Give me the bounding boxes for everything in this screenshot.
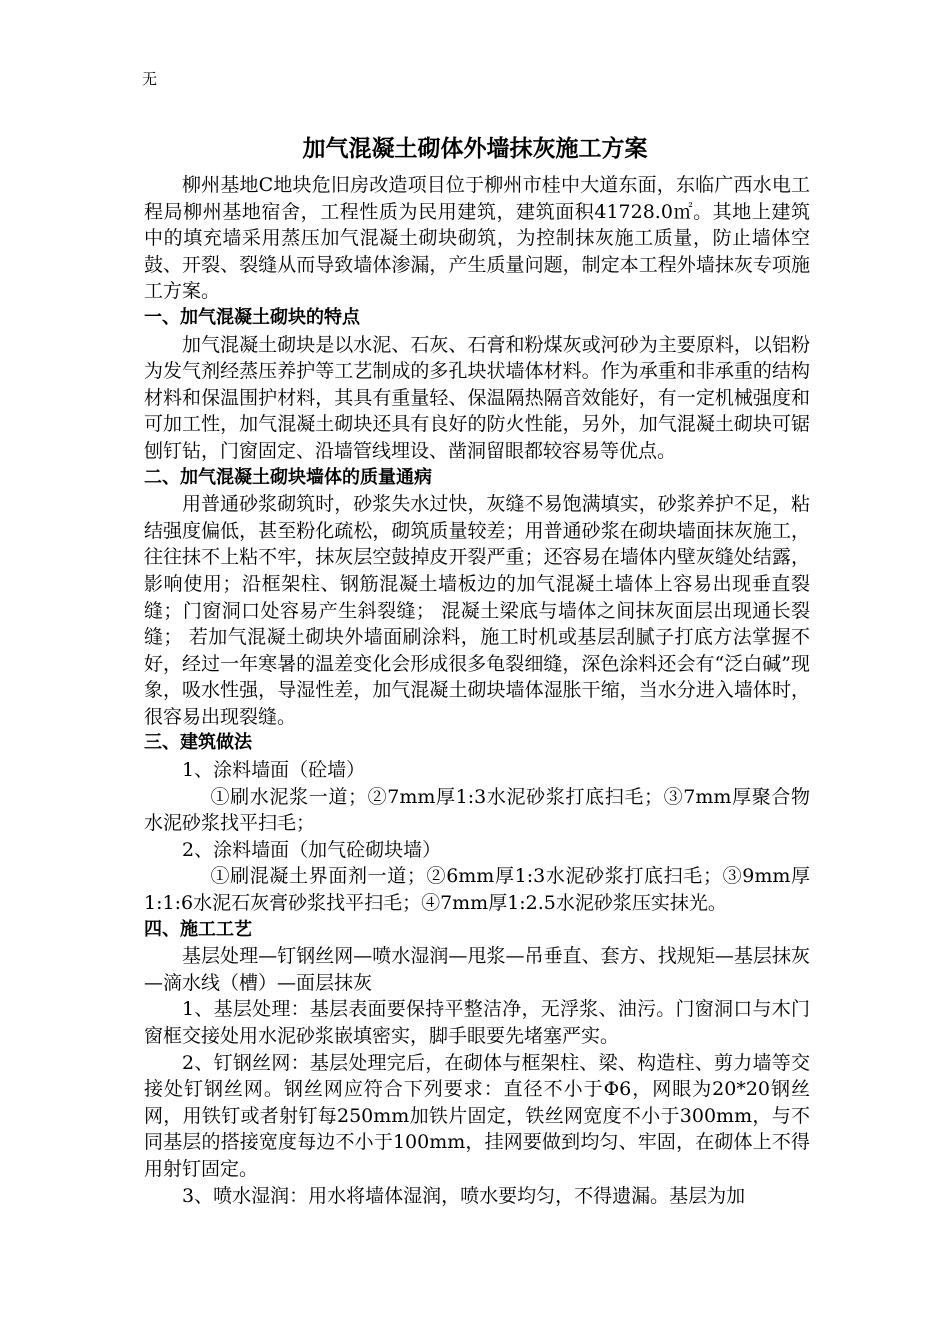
section-4-paragraph-3: 3、喷水湿润：用水将墙体湿润，喷水要均匀，不得遗漏。基层为加 [182,1184,746,1207]
section-3-item-2-title: 2、涂料墙面（加气砼砌块墙） [182,838,442,861]
document-title: 加气混凝土砌体外墙抹灰施工方案 [302,136,648,162]
section-2-text: 用普通砂浆砌筑时，砂浆失水过快，灰缝不易饱满填实，砂浆养护不足，粘结强度偏低，甚至粉化疏松，砌筑质量较差；用普通砂浆在砌块墙面抹灰施工，往往抹不上粘不牢，抹灰层空鼓掉皮开裂严重；还容易在墙体内壁灰缝处结露，影响使用；沿框架柱、钢筋混凝土墙板边的加气混凝土墙体上容易出现垂直裂缝；门窗洞口处容易产生斜裂缝； 混凝土梁底与墙体之间抹灰面层出现通长裂缝； 若加气混凝土砌块外墙面刷涂料，施工时机或基层刮腻子打底方法掌握不好，经过一年寒暑的温差变化会形成很多龟裂细缝，深色涂料还会有“泛白碱”现象，吸水性强，导湿性差，加气混凝土砌块墙体湿胀干缩，当水分进入墙体时，很容易出现裂缝。 [144,493,810,728]
section-3-item-1-text: ①刷水泥浆一道；②7mm厚1:3水泥砂浆打底扫毛；③7mm厚聚合物水泥砂浆找平扫毛； [144,785,810,835]
section-4-flow: 基层处理—钉钢丝网—喷水湿润—甩浆—吊垂直、套方、找规矩—基层抹灰—滴水线（槽）—面层抹灰 [144,945,810,994]
section-3-item-1-title: 1、涂料墙面（砼墙） [182,759,366,782]
section-4-heading: 四、施工工艺 [144,918,252,940]
document-body [144,172,810,1209]
intro-paragraph: 柳州基地C地块危旧房改造项目位于柳州市桂中大道东面，东临广西水电工程局柳州基地宿舍，工程性质为民用建筑，建筑面积41728.0㎡。其地上建筑中的填充墙采用蒸压加气混凝土砌块砌筑，为控制抹灰施工质量，防止墙体空鼓、开裂、裂缝从而导致墙体渗漏，产生质量问题，制定本工程外墙抹灰专项施工方案。 [144,174,810,303]
section-4-paragraph-2: 2、钉钢丝网：基层处理完后，在砌体与框架柱、梁、构造柱、剪力墙等交接处钉钢丝网。钢丝网应符合下列要求：直径不小于Φ6，网眼为20*20钢丝网，用铁钉或者射钉每250mm加铁片固定，铁丝网宽度不小于300mm，与不同基层的搭接宽度每边不小于100mm，挂网要做到均匀、牢固，在砌体上不得用射钉固定。 [144,1051,810,1180]
section-2-heading: 二、加气混凝土砌块墙体的质量通病 [144,466,432,488]
section-3-heading: 三、建筑做法 [144,732,252,754]
header-mark: 无 [142,70,158,88]
section-1-text: 加气混凝土砌块是以水泥、石灰、石膏和粉煤灰或河砂为主要原料，以铝粉为发气剂经蒸压养护等工艺制成的多孔块状墙体材料。作为承重和非承重的结构材料和保温围护材料，其具有重量轻、保温隔热隔音效能好，有一定机械强度和可加工性，加气混凝土砌块还具有良好的防火性能，另外，加气混凝土砌块可锯刨钉钻，门窗固定、沿墙管线埋设、凿洞留眼都较容易等优点。 [144,333,810,462]
section-4-paragraph-1: 1、基层处理：基层表面要保持平整洁净，无浮浆、油污。门窗洞口与木门窗框交接处用水泥砂浆嵌填密实，脚手眼要先堵塞严实。 [144,998,810,1047]
section-3-item-2-text: ①刷混凝土界面剂一道；②6mm厚1:3水泥砂浆打底扫毛；③9mm厚1:1:6水泥石灰膏砂浆找平扫毛；④7mm厚1:2.5水泥砂浆压实抹光。 [144,865,810,915]
section-1-heading: 一、加气混凝土砌块的特点 [144,306,360,328]
